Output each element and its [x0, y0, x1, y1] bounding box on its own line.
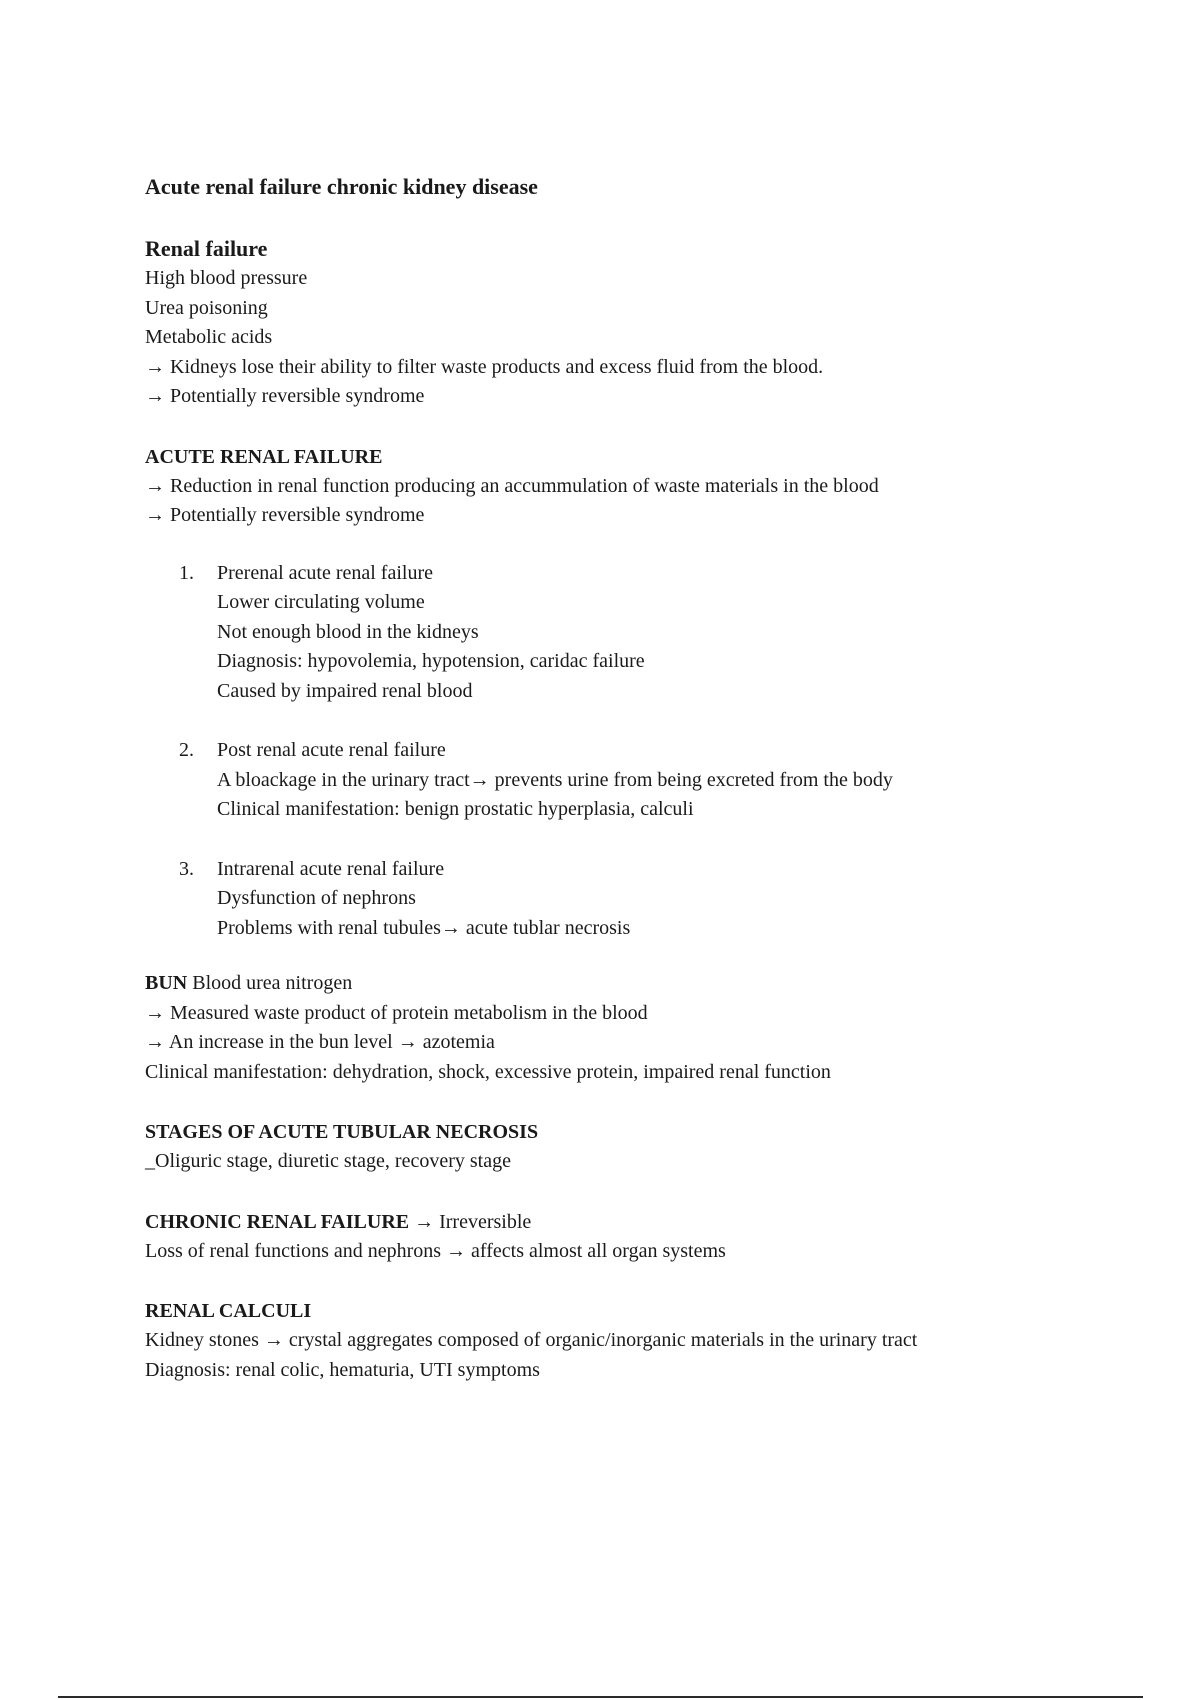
renal-failure-heading: Renal failure: [145, 236, 268, 261]
list-item: [145, 559, 1065, 707]
list-item-line: Diagnosis: hypovolemia, hypotension, caridac failure: [217, 650, 645, 672]
bun-heading-line: [145, 969, 1065, 999]
renal-failure-line: Metabolic acids: [145, 326, 273, 348]
document-title: Acute renal failure chronic kidney disease: [145, 174, 538, 199]
list-item-line: A bloackage in the urinary tract→ prevents urine from being excreted from the body: [217, 768, 893, 791]
chronic-heading-suffix: → Irreversible: [409, 1210, 532, 1233]
section-chronic-renal-failure: [145, 1207, 1065, 1267]
list-item-number: 2.: [179, 739, 194, 761]
renal-failure-line: → Kidneys lose their ability to filter waste products and excess fluid from the blood.: [145, 355, 824, 378]
calculi-heading: RENAL CALCULI: [145, 1300, 312, 1322]
list-item-title: Prerenal acute renal failure: [217, 561, 433, 584]
list-item-number: 3.: [179, 857, 194, 880]
chronic-heading-text: CHRONIC RENAL FAILURE: [145, 1210, 410, 1233]
list-item-title: Post renal acute renal failure: [217, 739, 446, 761]
document-body: [145, 172, 1065, 1385]
calculi-line: Diagnosis: renal colic, hematuria, UTI symptoms: [145, 1358, 540, 1381]
section-bun: [145, 969, 1065, 1087]
acute-renal-failure-heading: ACUTE RENAL FAILURE: [145, 445, 383, 468]
bun-definition: Blood urea nitrogen: [187, 972, 353, 994]
stages-heading: STAGES OF ACUTE TUBULAR NECROSIS: [145, 1121, 539, 1143]
renal-failure-line: → Potentially reversible syndrome: [145, 385, 425, 407]
list-item-title: Intrarenal acute renal failure: [217, 857, 445, 880]
renal-failure-line: High blood pressure: [145, 267, 308, 289]
acute-renal-failure-types-list: [145, 559, 1065, 944]
list-item-line: Caused by impaired renal blood: [217, 679, 473, 702]
renal-failure-line: Urea poisoning: [145, 296, 268, 319]
section-renal-failure: [145, 234, 1065, 412]
section-stages: [145, 1117, 1065, 1177]
section-renal-calculi: [145, 1296, 1065, 1385]
list-item-line: Not enough blood in the kidneys: [217, 620, 479, 643]
bun-line: Clinical manifestation: dehydration, shock, excessive protein, impaired renal function: [145, 1060, 831, 1083]
list-item-line: Lower circulating volume: [217, 591, 425, 613]
bun-term: BUN: [145, 972, 188, 994]
list-item: [145, 855, 1065, 944]
section-acute-renal-failure: [145, 442, 1065, 944]
list-item-line: Problems with renal tubules→ acute tublar necrosis: [217, 916, 631, 939]
acute-renal-failure-line: → Reduction in renal function producing an accummulation of waste materials in the blood: [145, 474, 879, 497]
chronic-line: Loss of renal functions and nephrons → affects almost all organ systems: [145, 1239, 726, 1262]
footer-divider: [58, 1696, 1143, 1698]
list-item-line: Clinical manifestation: benign prostatic hyperplasia, calculi: [217, 798, 694, 820]
list-item: [145, 736, 1065, 825]
list-item-number: 1.: [179, 561, 194, 584]
calculi-line: Kidney stones → crystal aggregates composed of organic/inorganic materials in the urinary tract: [145, 1329, 918, 1351]
bun-line: → An increase in the bun level → azotemia: [145, 1031, 495, 1053]
acute-renal-failure-line: → Potentially reversible syndrome: [145, 504, 425, 526]
bun-line: → Measured waste product of protein metabolism in the blood: [145, 1001, 648, 1024]
stages-line: _Oliguric stage, diuretic stage, recovery stage: [145, 1150, 511, 1172]
chronic-heading: [145, 1207, 1065, 1237]
list-item-line: Dysfunction of nephrons: [217, 887, 416, 909]
